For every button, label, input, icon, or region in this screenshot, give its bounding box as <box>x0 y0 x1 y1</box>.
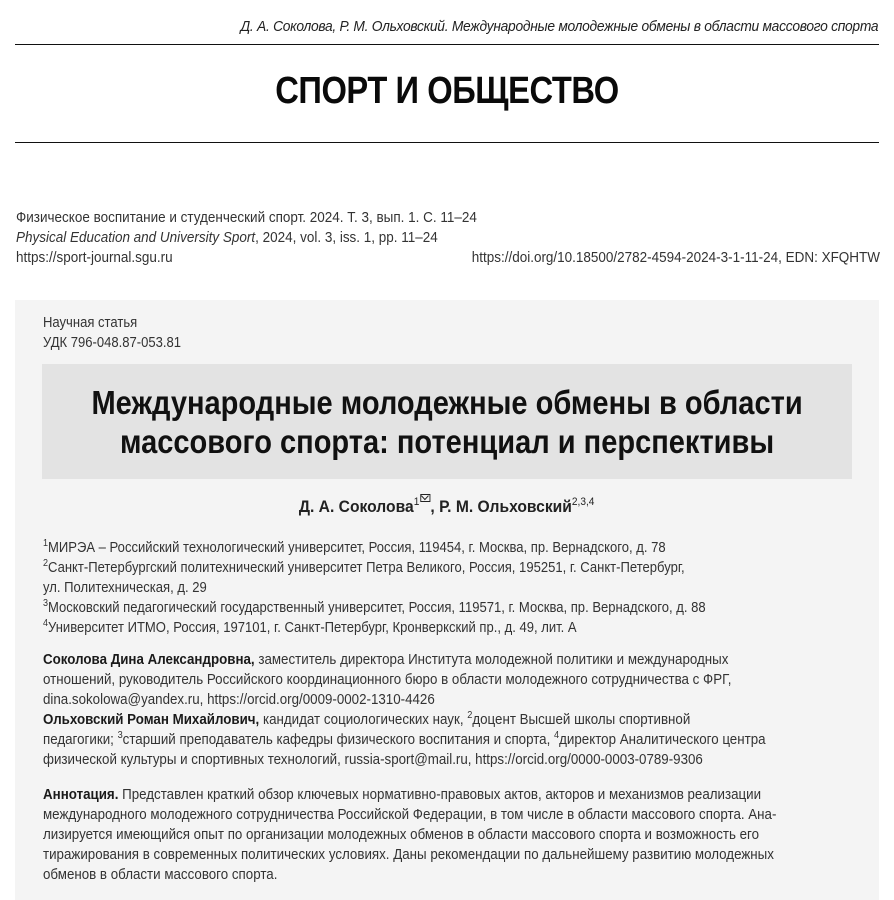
bio-text: директор Аналитического центра <box>559 732 766 748</box>
bio-author-1-name: Соколова Дина Александровна, <box>43 652 255 668</box>
author-1: Д. А. Соколова <box>299 497 415 516</box>
affiliation-number: 1 <box>43 538 49 549</box>
author-bios <box>43 650 863 770</box>
abstract-line <box>43 785 797 805</box>
citation-en-details: , 2024, vol. 3, iss. 1, pp. 11–24 <box>255 230 438 246</box>
affiliations-list <box>43 538 863 638</box>
citation-block <box>16 208 880 268</box>
affiliation-text: МИРЭА – Российский технологический университет, Россия, 119454, г. Москва, пр. Вернадского, д. 78 <box>48 540 666 556</box>
author-2: Р. М. Ольховский <box>439 497 573 516</box>
udc-code: УДК 796-048.87-053.81 <box>43 335 182 351</box>
affiliation-item <box>43 618 781 638</box>
article-title <box>91 383 802 461</box>
affiliation-text: Московский педагогический государственный университет, Россия, 119571, г. Москва, пр. Вернадского, д. 88 <box>48 600 706 616</box>
bio-text: старший преподаватель кафедры физического воспитания и спорта, <box>122 732 555 748</box>
bio-text: кандидат социологических наук, <box>259 712 468 728</box>
abstract-line: обменов в области массового спорта. <box>43 867 278 883</box>
citation-en-journal: Physical Education and University Sport <box>16 230 256 246</box>
affiliation-item <box>43 558 781 578</box>
bio-text: педагогики; <box>43 732 118 748</box>
citation-en <box>16 228 820 248</box>
authors-line <box>15 494 879 517</box>
author-1-affiliation: 1 <box>414 496 420 508</box>
bio-author-2-name: Ольховский Роман Михайлович, <box>43 712 260 728</box>
affiliation-item <box>43 538 781 558</box>
doi-edn-link[interactable]: https://doi.org/10.18500/2782-4594-2024-3-1-11-24, EDN: XFQHTW <box>471 250 880 266</box>
journal-site-link[interactable]: https://sport-journal.sgu.ru <box>16 250 173 266</box>
bio-text: заместитель директора Института молодежной политики и международных <box>254 652 729 668</box>
bio-author-2-line-1 <box>43 710 797 730</box>
running-head: Д. А. Соколова, Р. М. Ольховский. Международные молодежные обмены в области массового спорта <box>240 18 878 35</box>
article-title-box <box>42 364 852 479</box>
article-title-line-1: Международные молодежные обмены в области <box>91 383 803 421</box>
header-rule-top <box>15 44 879 45</box>
article-title-line-2: массового спорта: потенциал и перспективы <box>119 422 775 460</box>
bio-author-1-line-1 <box>43 650 797 670</box>
abstract-line: тиражирования в современных политических условиях. Даны рекомендации по дальнейшему развитию молодежных <box>43 847 774 863</box>
affiliation-number: 2 <box>43 558 49 569</box>
article-header-panel <box>15 300 879 900</box>
article-meta <box>43 313 181 353</box>
affiliation-item <box>43 598 781 618</box>
bio-author-1-contacts[interactable]: dina.sokolowa@yandex.ru, https://orcid.org/0009-0002-1310-4426 <box>43 692 435 708</box>
bio-author-2-contacts[interactable]: физической культуры и спортивных технологий, russia-sport@mail.ru, https://orcid.org/0000-0003-0789-9306 <box>43 752 703 768</box>
abstract-label: Аннотация. <box>43 787 119 803</box>
affiliation-item-continuation: ул. Политехническая, д. 29 <box>43 580 207 596</box>
section-title: СПОРТ И ОБЩЕСТВО <box>275 70 619 112</box>
citation-links <box>16 248 880 268</box>
author-separator: , <box>430 497 440 516</box>
affiliation-text: Санкт-Петербургский политехнический университет Петра Великого, Россия, 195251, г. Санкт-Петербург, <box>48 560 685 576</box>
bio-author-1-line-2: отношений, руководитель Российского координационного бюро в области молодежного сотрудничества с ФРГ, <box>43 672 732 688</box>
bio-sup: 4 <box>554 730 560 741</box>
affiliation-text: Университет ИТМО, Россия, 197101, г. Санкт-Петербург, Кронверкский пр., д. 49, лит. А <box>48 620 577 636</box>
author-2-affiliation: 2,3,4 <box>572 496 595 508</box>
abstract-line: международного молодежного сотрудничества Российской Федерации, в том числе в области массового спорта. Ана- <box>43 807 777 823</box>
bio-sup: 3 <box>117 730 123 741</box>
bio-author-2-line-2 <box>43 730 797 750</box>
abstract-line: лизируется имеющийся опыт по организации молодежных обменов в области массового спорта и возможность его <box>43 827 760 843</box>
article-type: Научная статья <box>43 315 138 331</box>
header-rule-bottom <box>15 142 879 143</box>
affiliation-number: 3 <box>43 598 49 609</box>
bio-text: доцент Высшей школы спортивной <box>472 712 691 728</box>
abstract-text: Представлен краткий обзор ключевых нормативно-правовых актов, акторов и механизмов реализации <box>118 787 762 803</box>
abstract <box>43 785 863 885</box>
affiliation-number: 4 <box>43 618 49 629</box>
citation-ru: Физическое воспитание и студенческий спорт. 2024. Т. 3, вып. 1. С. 11–24 <box>16 210 477 226</box>
mail-icon[interactable] <box>421 494 431 502</box>
bio-sup: 2 <box>467 710 473 721</box>
